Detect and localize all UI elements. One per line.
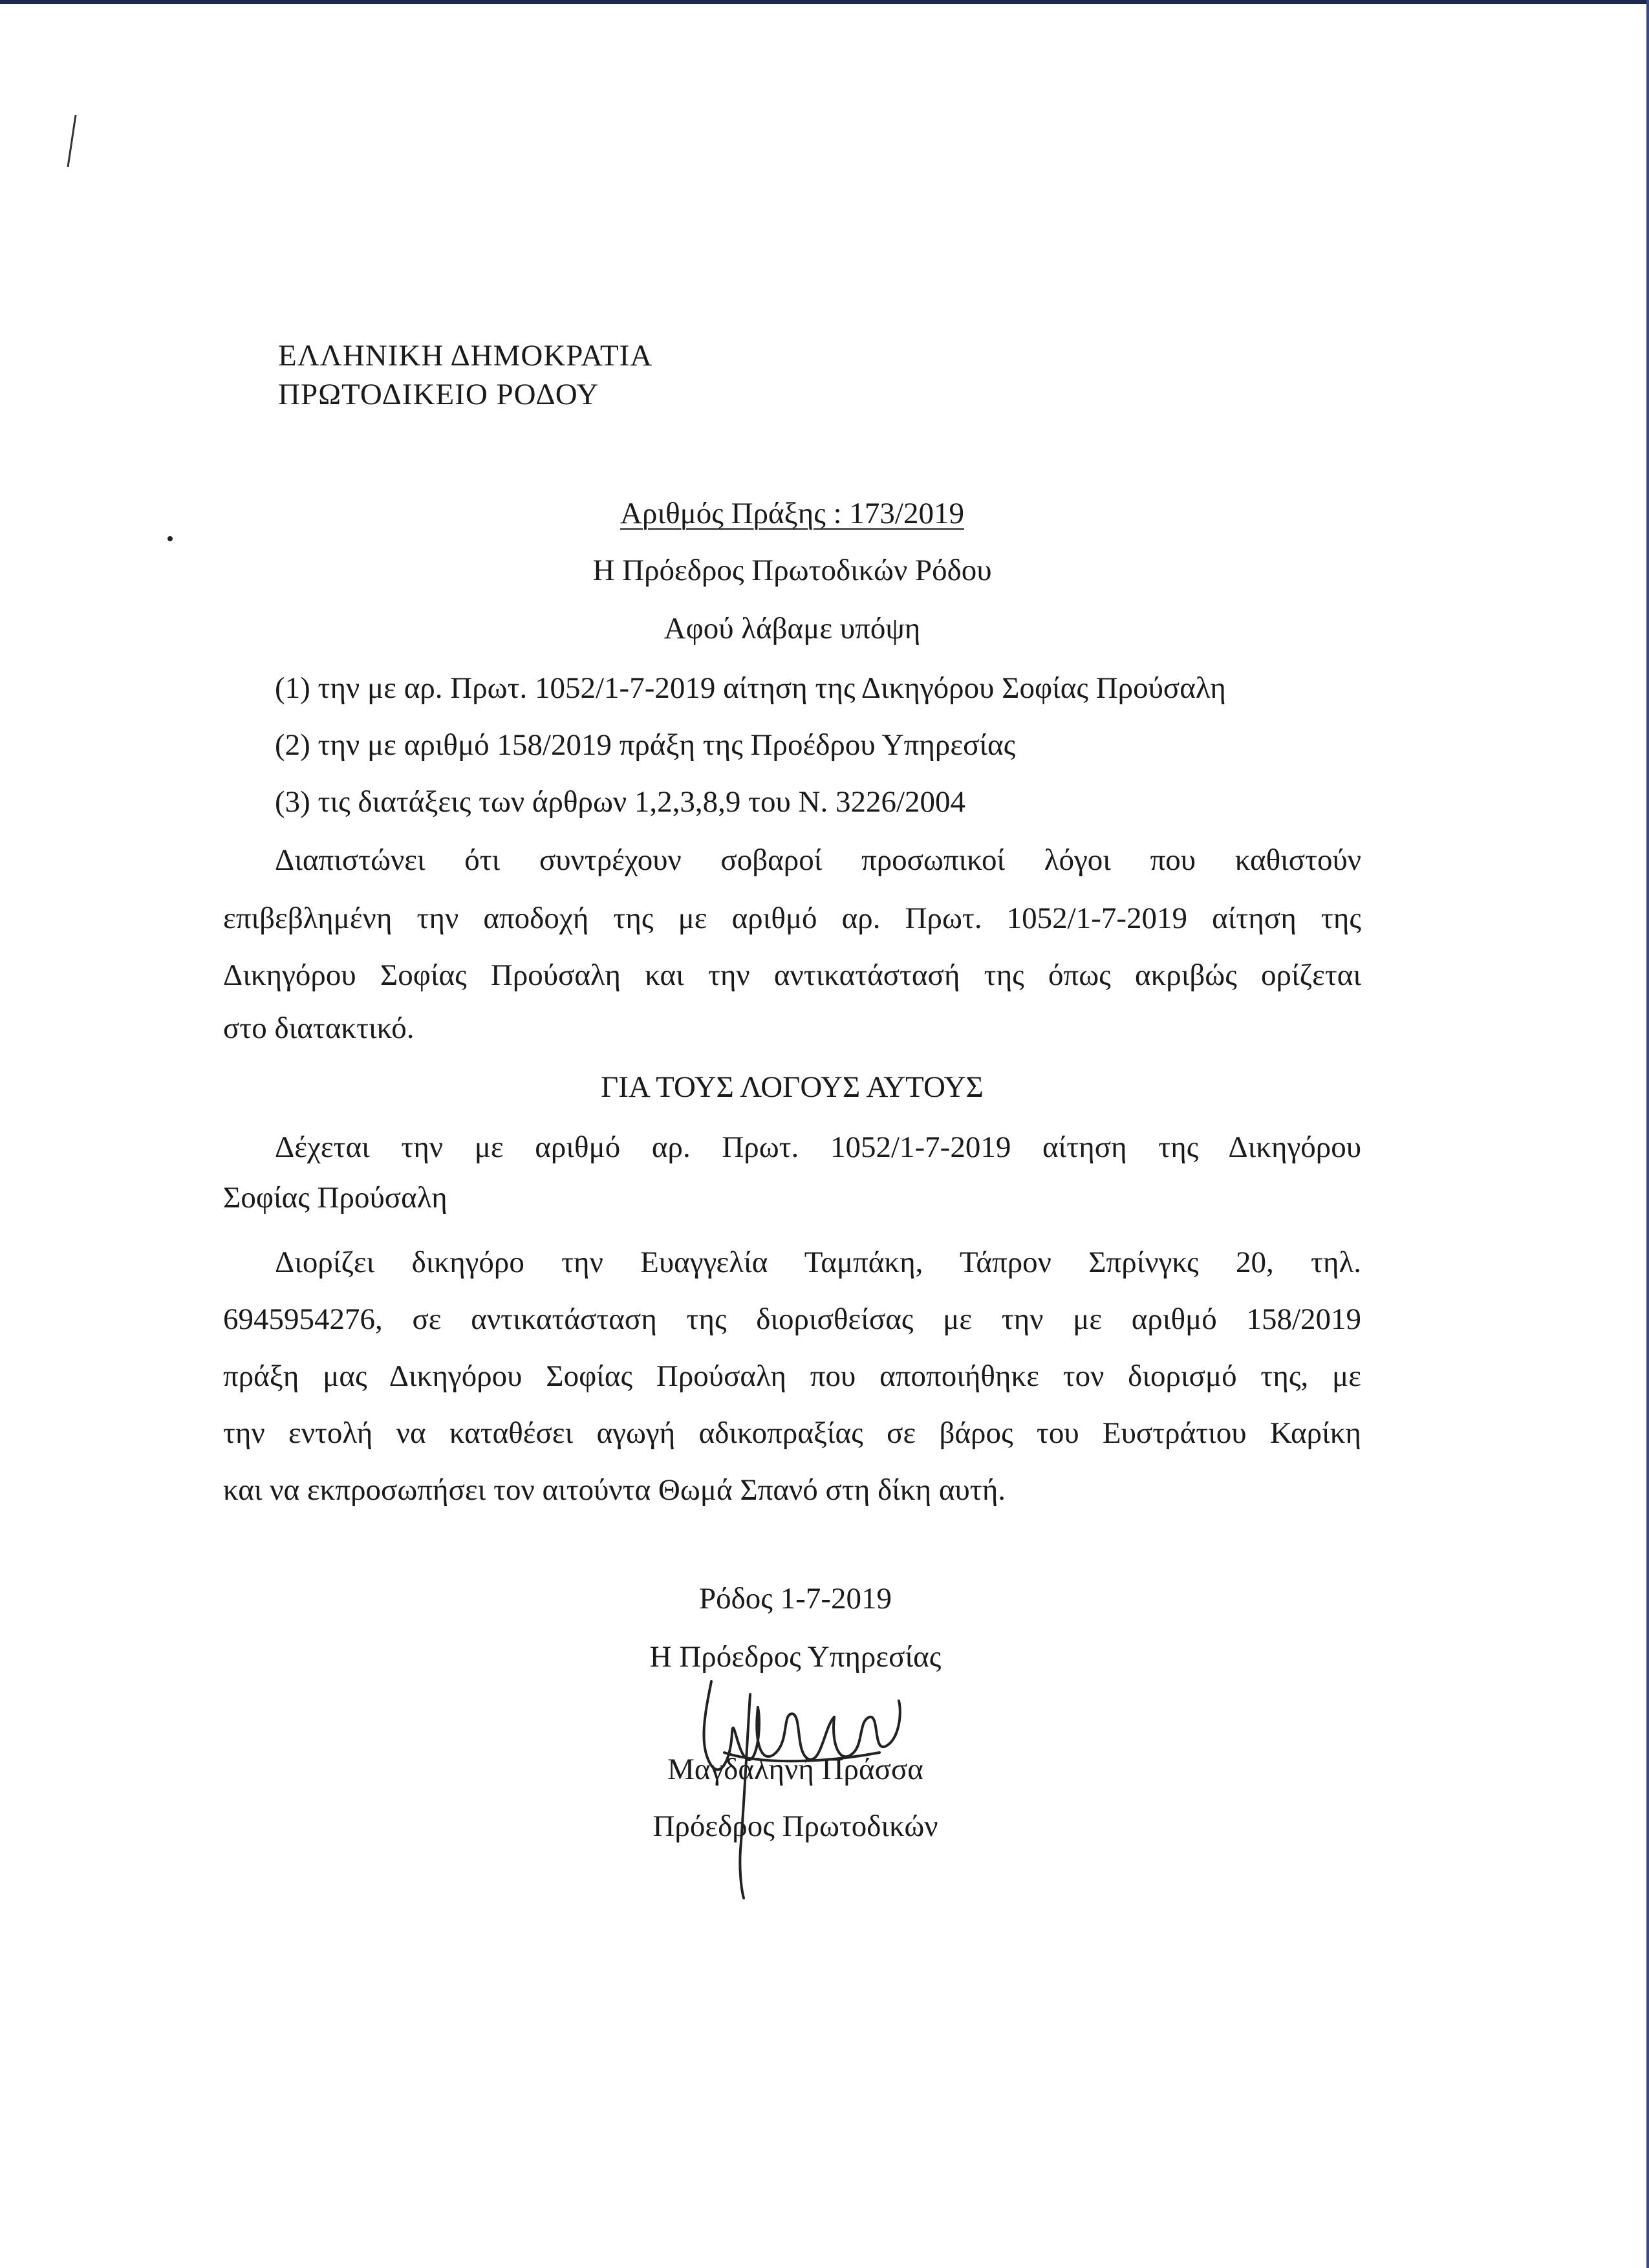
finding-line: Δικηγόρου Σοφίας Προύσαλη και την αντικατάστασή της όπως ακριβώς ορίζεται (223, 958, 1361, 992)
stray-dot-mark (165, 534, 178, 546)
act-number (223, 495, 1361, 532)
ruling-line: Σοφίας Προύσαλη (223, 1181, 447, 1215)
act-issuer: Η Πρόεδρος Πρωτοδικών Ρόδου (592, 554, 992, 587)
ruling-line: Διορίζει δικηγόρο την Ευαγγελία Ταμπάκη, Τάπρον Σπρίνγκς 20, τηλ. (275, 1246, 1361, 1279)
act-considering: Αφού λάβαμε υπόψη (663, 612, 921, 645)
ruling-line: 6945954276, σε αντικατάσταση της διορισθείσας με την με αριθμό 158/2019 (223, 1302, 1361, 1336)
header-court: ΠΡΩΤΟΔΙΚΕΙΟ ΡΟΔΟΥ (278, 378, 599, 411)
ruling-line: Δέχεται την με αριθμό αρ. Πρωτ. 1052/1-7-2019 αίτηση της Δικηγόρου (275, 1130, 1361, 1164)
reasons-heading: ΓΙΑ ΤΟΥΣ ΛΟΓΟΥΣ ΑΥΤΟΥΣ (601, 1070, 984, 1104)
consideration-item: (2) την με αριθμό 158/2019 πράξη της Προέδρου Υπηρεσίας (275, 728, 1016, 762)
place-date: Ρόδος 1-7-2019 (699, 1582, 892, 1615)
header-republic: ΕΛΛΗΝΙΚΗ ΔΗΜΟΚΡΑΤΙΑ (278, 339, 653, 373)
stray-pen-mark (61, 110, 87, 175)
document-header (278, 336, 652, 414)
finding-line: επιβεβλημένη την αποδοχή της με αριθμό αρ. Πρωτ. 1052/1-7-2019 αίτηση της (223, 902, 1361, 935)
ruling-line: και να εκπροσωπήσει τον αιτούντα Θωμά Σπανό στη δίκη αυτή. (223, 1473, 1006, 1507)
signatory-title: Πρόεδρος Πρωτοδικών (652, 1809, 938, 1843)
handwritten-signature (685, 1656, 918, 1901)
ruling-line: πράξη μας Δικηγόρου Σοφίας Προύσαλη που αποποιήθηκε τον διορισμό της, με (223, 1359, 1361, 1393)
signatory-name: Μαγδαληνή Πράσσα (667, 1753, 923, 1786)
ruling-line: την εντολή να καταθέσει αγωγή αδικοπραξίας σε βάρος του Ευστράτιου Καρίκη (223, 1416, 1361, 1450)
finding-line: Διαπιστώνει ότι συντρέχουν σοβαροί προσωπικοί λόγοι που καθιστούν (275, 843, 1361, 877)
finding-line: στο διατακτικό. (223, 1011, 415, 1045)
act-number-label: Αριθμός Πράξης : 173/2019 (620, 497, 964, 530)
signatory-role: Η Πρόεδρος Υπηρεσίας (649, 1640, 942, 1674)
consideration-item: (1) την με αρ. Πρωτ. 1052/1-7-2019 αίτηση της Δικηγόρου Σοφίας Προύσαλη (275, 671, 1226, 705)
consideration-item: (3) τις διατάξεις των άρθρων 1,2,3,8,9 του Ν. 3226/2004 (275, 785, 966, 819)
